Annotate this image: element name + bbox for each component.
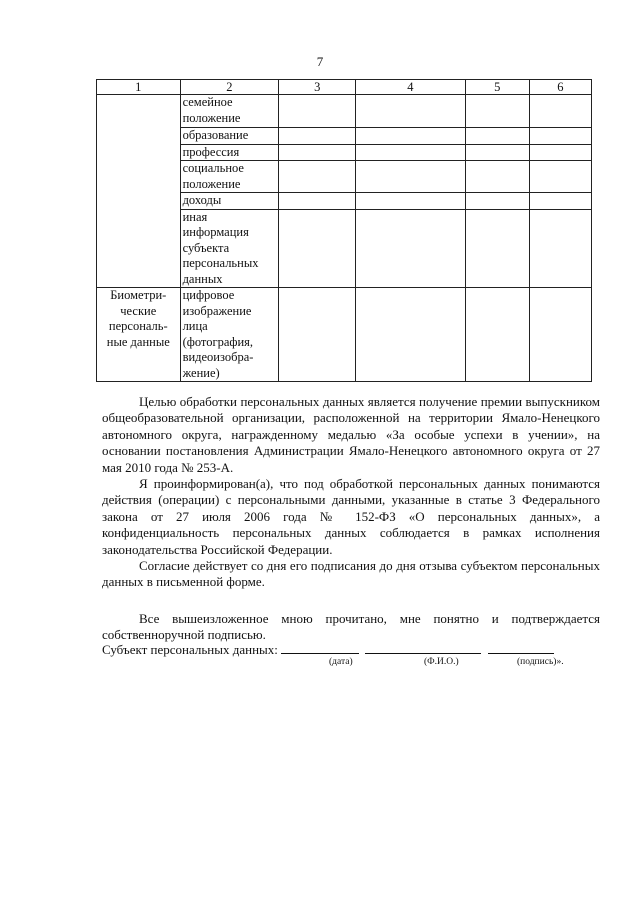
category-cell: Биометри-ческие персональ-ные данные [97,288,181,382]
fio-blank[interactable] [365,641,481,654]
signature-label: Субъект персональных данных: [102,642,278,657]
table-row [97,288,592,382]
item-cell: иная информация субъекта персональных данных [180,209,279,288]
item-cell: профессия [180,144,279,161]
item-cell: доходы [180,193,279,210]
col-header-6: 6 [529,80,591,95]
category-cell-empty [97,95,181,288]
col-header-2: 2 [180,80,279,95]
signature-caption: (подпись)». [517,657,564,667]
page-number: 7 [316,54,324,69]
item-cell: семейное положение [180,95,279,128]
paragraph-purpose: Целью обработки персональных данных является получение премии выпускником общеобразовательной организации, расположенной на территории Ямало-Ненецкого автономного округа, награжденному медалью «За особые успехи в учении», на основании постановления Администрации Ямало-Ненецкого автономного округа от 27 мая 2010 года № 253-А. [102,394,600,475]
fio-caption: (Ф.И.О.) [424,657,459,667]
table-header-row [97,80,592,95]
col-header-4: 4 [356,80,465,95]
col-header-5: 5 [465,80,529,95]
paragraph-confirmation: Все вышеизложенное мною прочитано, мне понятно и подтверждается собственноручной подписью. [102,610,600,643]
personal-data-table [96,79,592,382]
signature-line [102,641,554,658]
paragraph-informed: Я проинформирован(а), что под обработкой персональных данных понимаются действия (операции) с персональными данными, указанные в статье 3 Федерального закона от 27 июля 2006 года № 152-ФЗ «О персональных данных», а конфиденциальность персональных данных соблюдается в рамках исполнения законодательства Российской Федерации. [102,476,600,557]
col-header-3: 3 [279,80,356,95]
table-row [97,95,592,128]
paragraph-validity: Согласие действует со дня его подписания до дня отзыва субъектом персональных данных в письменной форме. [102,558,600,590]
body-text [102,394,600,644]
item-cell: цифровое изображение лица (фотография, видеоизобра-жение) [180,288,279,382]
item-cell: образование [180,128,279,145]
item-cell: социальное положение [180,161,279,193]
date-caption: (дата) [329,657,353,667]
signature-blank[interactable] [488,641,554,654]
col-header-1: 1 [97,80,181,95]
date-blank[interactable] [281,641,359,654]
